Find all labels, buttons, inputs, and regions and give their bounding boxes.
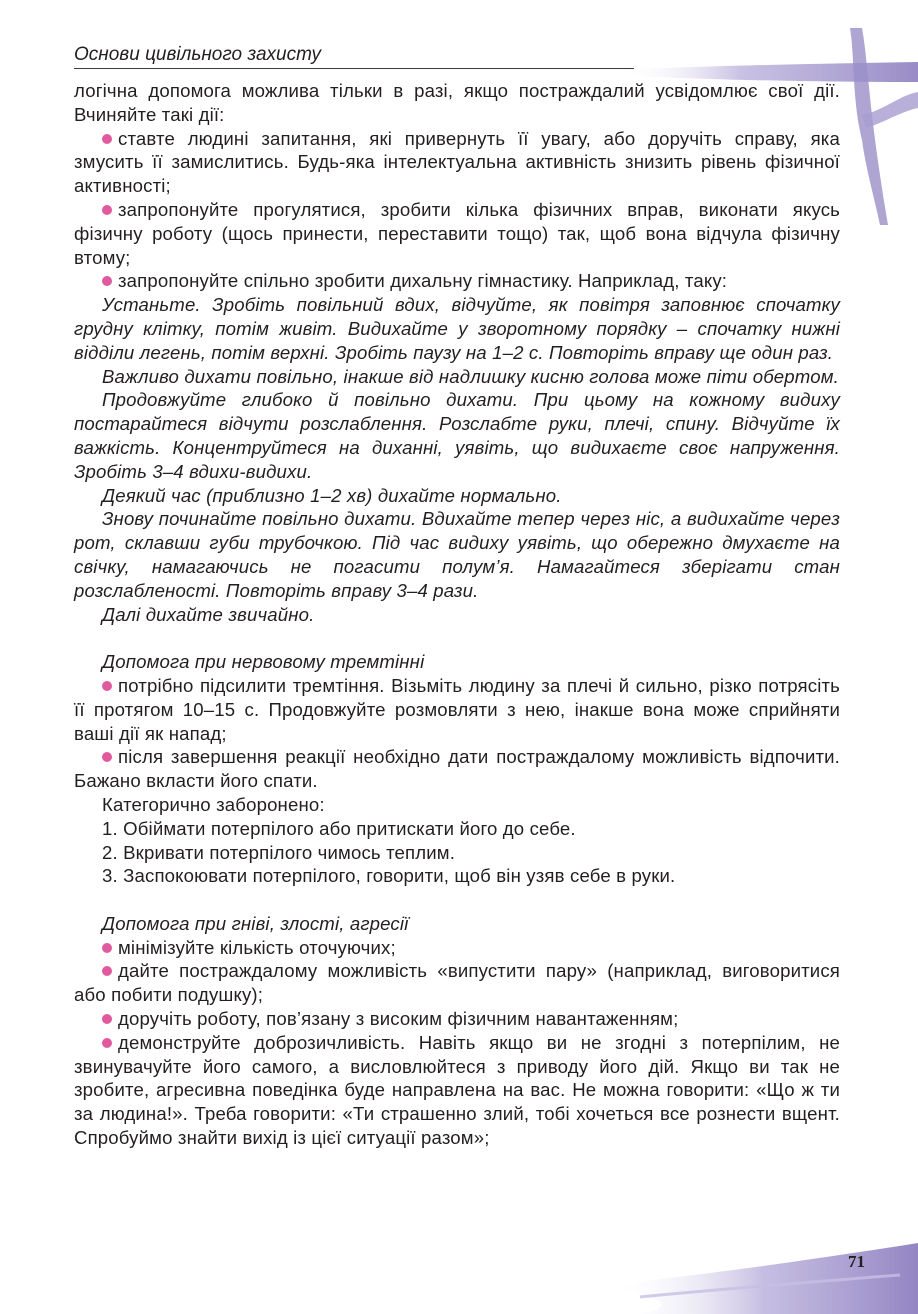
section-heading: Допомога при нервовому тремтінні xyxy=(102,651,425,673)
italic-paragraph: Знову починайте повільно дихати. Вдихайте тепер через ніс, а видихайте через рот, склавши губи трубочкою. Під час видиху уявіть, що обережно дмухаєте на свічку, намагаючись не погасити полум’я. Намагайтеся зберігати стан розслабленості. Повторіть вправу 3–4 рази. xyxy=(74,508,840,601)
italic-paragraph: Деякий час (приблизно 1–2 хв) дихайте нормально. xyxy=(102,484,562,506)
list-item-text: запропонуйте прогулятися, зробити кілька фізичних вправ, виконати якусь фізичну роботу (щось принести, переставити тощо) так, щоб вона відчула фізичну втому; xyxy=(74,198,840,268)
numbered-item: 1. Обіймати потерпілого або притискати його до себе. xyxy=(102,817,576,839)
list-item-text: демонструйте доброзичливість. Навіть якщо ви не згодні з потерпілим, не звинувачуйте його самого, а висловлюйтеся з приводу його дій. Якщо ви так не зробите, агресивна поведінка буде направлена на вас. Не можна говорити: «Що ж ти за людина!». Треба говорити: «Ти страшенно злий, тобі хочеться все рознести вщент. Спробуймо знайти вихід із цієї ситуації разом»; xyxy=(74,1031,840,1149)
page-number: 71 xyxy=(848,1252,865,1271)
page-body xyxy=(74,79,840,1150)
list-item xyxy=(74,198,840,269)
list-item xyxy=(74,269,840,293)
list-item xyxy=(74,674,840,745)
bullet-icon xyxy=(102,681,112,691)
list-item xyxy=(74,745,840,793)
list-item-text: ставте людині запитання, які привернуть її увагу, або доручіть справу, яка змусить її замислитись. Будь-яка інтелектуальна активність знизить рівень фізичної активності; xyxy=(74,127,840,197)
paragraph: логічна допомога можлива тільки в разі, якщо постраждалий усвідомлює свої дії. Вчиняйте такі дії: xyxy=(74,80,840,125)
numbered-item: 2. Вкривати потерпілого чимось теплим. xyxy=(102,841,456,863)
paragraph: Категорично заборонено: xyxy=(102,793,325,815)
italic-paragraph: Продовжуйте глибоко й повільно дихати. При цьому на кожному видиху постарайтеся відчути розслаблення. Розслабте руки, плечі, спину. Відчуйте їх важкість. Концентруйтеся на диханні, уявіть, що видихаєте своє напруження. Зробіть 3–4 вдихи-видихи. xyxy=(74,389,840,482)
bullet-icon xyxy=(102,752,112,762)
brush-stroke-decoration-bottom xyxy=(600,1225,918,1314)
bullet-icon xyxy=(102,276,112,286)
list-item-text: доручіть роботу, пов’язану з високим фізичним навантаженням; xyxy=(118,1008,679,1030)
bullet-icon xyxy=(102,1014,112,1024)
list-item-text: мінімізуйте кількість оточуючих; xyxy=(118,936,396,958)
italic-paragraph: Устаньте. Зробіть повільний вдих, відчуйте, як повітря заповнює спочатку грудну клітку, потім живіт. Видихайте у зворотному порядку – спочатку нижні відділи легень, потім верхні. Зробіть паузу на 1–2 с. Повторіть вправу ще один раз. xyxy=(74,294,840,363)
list-item xyxy=(74,1031,840,1150)
numbered-item: 3. Заспокоювати потерпілого, говорити, щоб він узяв себе в руки. xyxy=(102,865,676,887)
bullet-icon xyxy=(102,205,112,215)
bullet-icon xyxy=(102,134,112,144)
list-item-text: після завершення реакції необхідно дати постраждалому можливість відпочити. Бажано вкласти його спати. xyxy=(74,746,840,792)
bullet-icon xyxy=(102,943,112,953)
section-heading: Допомога при гніві, злості, агресії xyxy=(102,912,409,934)
bullet-icon xyxy=(102,966,112,976)
list-item xyxy=(74,936,840,960)
list-item xyxy=(74,127,840,198)
italic-paragraph: Далі дихайте звичайно. xyxy=(102,603,315,625)
running-header: Основи цивільного захисту xyxy=(74,44,634,69)
list-item-text: запропонуйте спільно зробити дихальну гімнастику. Наприклад, таку: xyxy=(118,270,728,292)
list-item xyxy=(74,1007,840,1031)
list-item-text: потрібно підсилити тремтіння. Візьміть людину за плечі й сильно, різко потрясіть її протягом 10–15 с. Продовжуйте розмовляти з нею, інакше вона може сприйняти ваші дії як напад; xyxy=(74,674,840,744)
list-item-text: дайте постраждалому можливість «випустити пару» (наприклад, виговоритися або побити подушку); xyxy=(74,960,840,1006)
bullet-icon xyxy=(102,1038,112,1048)
list-item xyxy=(74,959,840,1007)
italic-paragraph: Важливо дихати повільно, інакше від надлишку кисню голова може піти обертом. xyxy=(102,365,839,387)
